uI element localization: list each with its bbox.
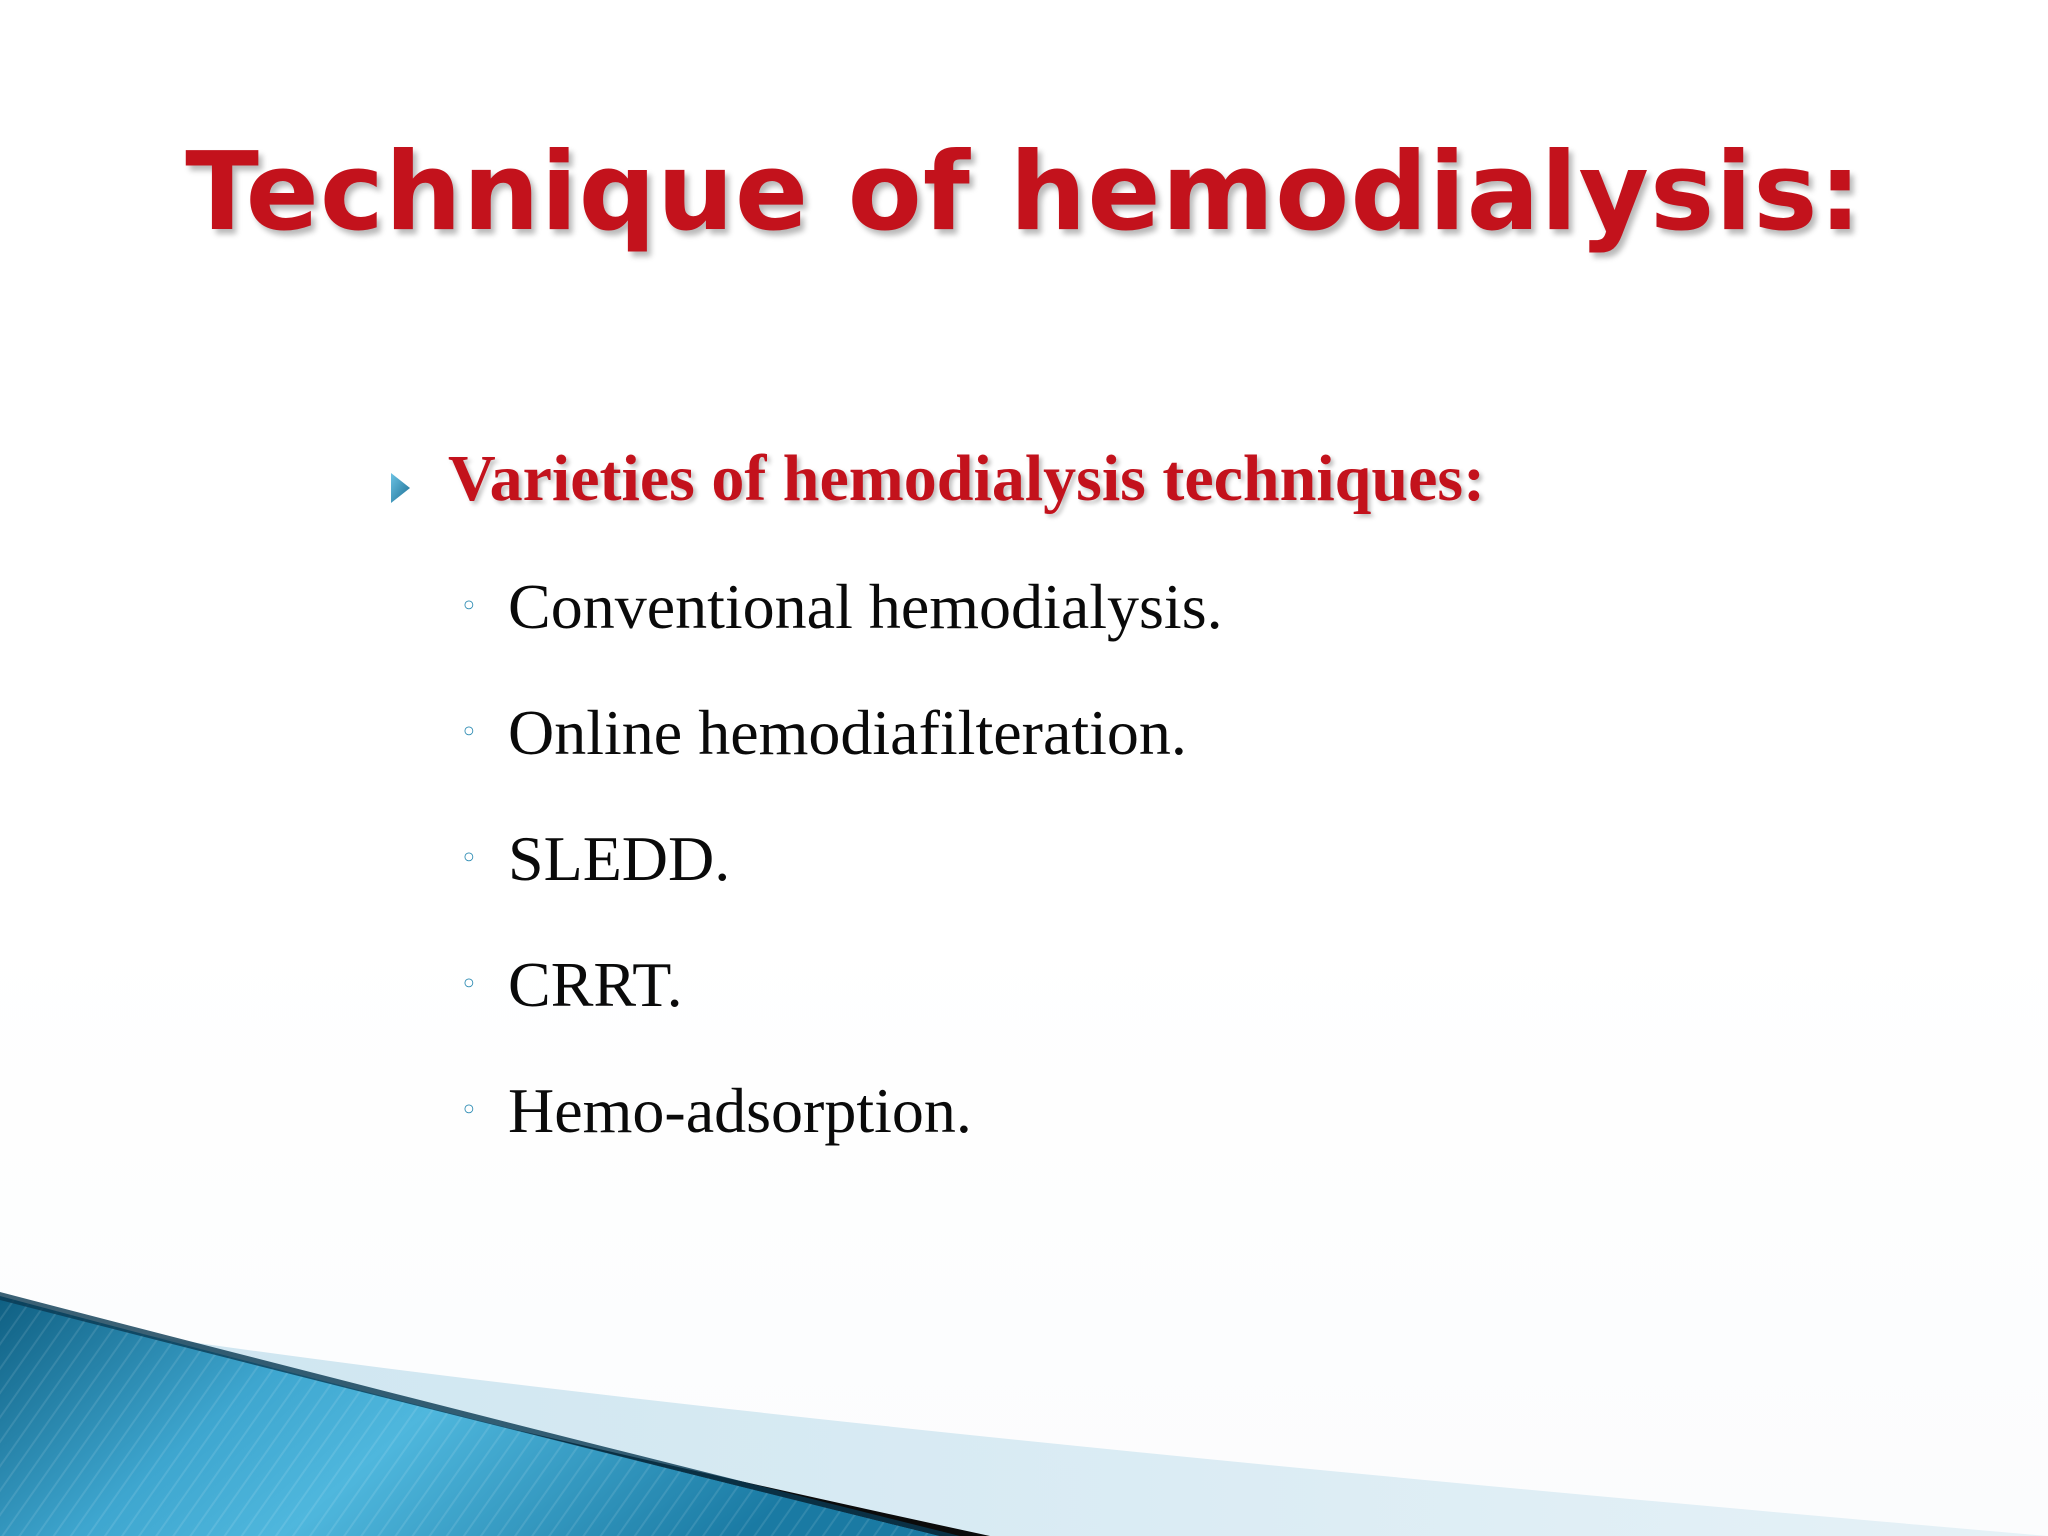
open-circle-icon: ◦ — [460, 1093, 478, 1128]
list-item-text: Hemo-adsorption. — [508, 1075, 972, 1146]
bullet-content — [388, 440, 1788, 1146]
triangle-right-icon — [388, 470, 414, 506]
section-heading: Varieties of hemodialysis techniques: — [448, 442, 1486, 515]
list-item-text: CRRT. — [508, 949, 683, 1020]
list-item-text: Conventional hemodialysis. — [508, 571, 1223, 642]
open-circle-icon: ◦ — [460, 715, 478, 750]
open-circle-icon: ◦ — [460, 589, 478, 624]
open-circle-icon: ◦ — [460, 841, 478, 876]
slide-title: Technique of hemodialysis: — [185, 130, 1863, 255]
list-item-text: SLEDD. — [508, 823, 731, 894]
level1-bullet-row — [388, 440, 1788, 518]
open-circle-icon: ◦ — [460, 967, 478, 1002]
list-item-text: Online hemodiafilteration. — [508, 697, 1187, 768]
